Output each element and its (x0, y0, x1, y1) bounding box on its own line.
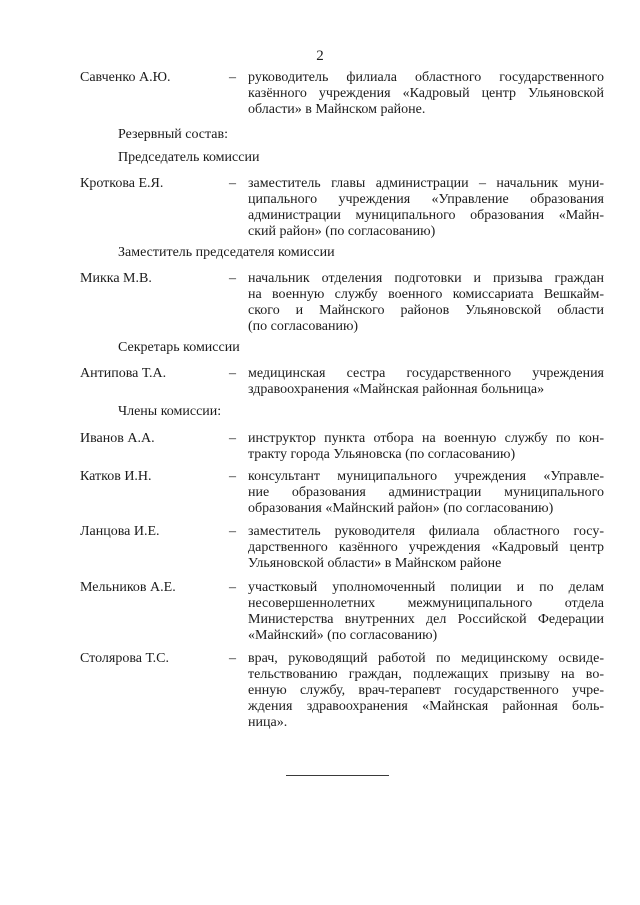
position-line: заместитель главы администрации – начальник муни- (248, 176, 604, 191)
position-line: консультант муниципального учреждения «Управле- (248, 469, 604, 484)
position-line: на военную службу военного комиссариата Вешкайм- (248, 287, 604, 302)
member-name: Ланцова И.Е. (80, 524, 160, 539)
position-line: области» в Майнском районе. (248, 102, 426, 117)
dash-separator: – (229, 431, 236, 446)
dash-separator: – (229, 580, 236, 595)
member-position (248, 271, 604, 335)
position-line: ние образования администрации муниципального (248, 485, 604, 500)
position-line: образования «Майнский район» (по согласованию) (248, 501, 554, 516)
dash-separator: – (229, 651, 236, 666)
section-heading-secretary: Секретарь комиссии (118, 340, 240, 355)
member-position (248, 651, 604, 731)
section-heading-deputy: Заместитель председателя комиссии (118, 245, 335, 260)
member-position (248, 366, 604, 398)
section-heading-reserve: Резервный состав: (118, 127, 229, 142)
position-line: начальник отделения подготовки и призыва граждан (248, 271, 604, 286)
position-line: заместитель руководителя филиала областного госу- (248, 524, 604, 539)
position-line: тельствованию граждан, подлежащих призыву на во- (248, 667, 604, 682)
page-number: 2 (316, 48, 324, 64)
position-line: инструктор пункта отбора на военную службу по кон- (248, 431, 604, 446)
position-line: дарственного казённого учреждения «Кадровый центр (248, 540, 604, 555)
position-line: «Майнский» (по согласованию) (248, 628, 438, 643)
end-of-document-rule (286, 775, 389, 776)
position-line: Министерства внутренних дел Российской Федерации (248, 612, 604, 627)
member-name: Кроткова Е.Я. (80, 176, 164, 191)
dash-separator: – (229, 271, 236, 286)
position-line: ципального учреждения «Управление образования (248, 192, 604, 207)
position-line: руководитель филиала областного государственного (248, 70, 604, 85)
position-line: ждения здравоохранения «Майнская районная боль- (248, 699, 604, 714)
member-name: Антипова Т.А. (80, 366, 167, 381)
member-position (248, 176, 604, 240)
member-position (248, 524, 604, 572)
member-name: Столярова Т.С. (80, 651, 169, 666)
position-line: енную службу, врач-терапевт государственного учре- (248, 683, 604, 698)
section-heading-members: Члены комиссии: (118, 404, 222, 419)
dash-separator: – (229, 366, 236, 381)
member-name: Микка М.В. (80, 271, 152, 286)
position-line: Ульяновской области» в Майнском районе (248, 556, 502, 571)
position-line: несовершеннолетних межмуниципального отдела (248, 596, 604, 611)
section-heading-chairman: Председатель комиссии (118, 150, 260, 165)
position-line: участковый уполномоченный полиции и по делам (248, 580, 604, 595)
position-line: администрации муниципального образования «Майн- (248, 208, 604, 223)
position-line: (по согласованию) (248, 319, 359, 334)
member-name: Иванов А.А. (80, 431, 155, 446)
position-line: ского и Майнского районов Ульяновской области (248, 303, 604, 318)
member-name: Мельников А.Е. (80, 580, 176, 595)
position-line: ница». (248, 715, 288, 730)
member-position (248, 469, 604, 517)
member-position (248, 431, 604, 463)
position-line: ский район» (по согласованию) (248, 224, 436, 239)
member-position (248, 70, 604, 118)
dash-separator: – (229, 70, 236, 85)
position-line: врач, руководящий работой по медицинскому освиде- (248, 651, 604, 666)
dash-separator: – (229, 469, 236, 484)
member-name: Савченко А.Ю. (80, 70, 171, 85)
dash-separator: – (229, 524, 236, 539)
dash-separator: – (229, 176, 236, 191)
position-line: медицинская сестра государственного учреждения (248, 366, 604, 381)
member-position (248, 580, 604, 644)
position-line: здравоохранения «Майнская районная больница» (248, 382, 545, 397)
position-line: тракту города Ульяновска (по согласованию) (248, 447, 516, 462)
position-line: казённого учреждения «Кадровый центр Ульяновской (248, 86, 604, 101)
member-name: Катков И.Н. (80, 469, 152, 484)
